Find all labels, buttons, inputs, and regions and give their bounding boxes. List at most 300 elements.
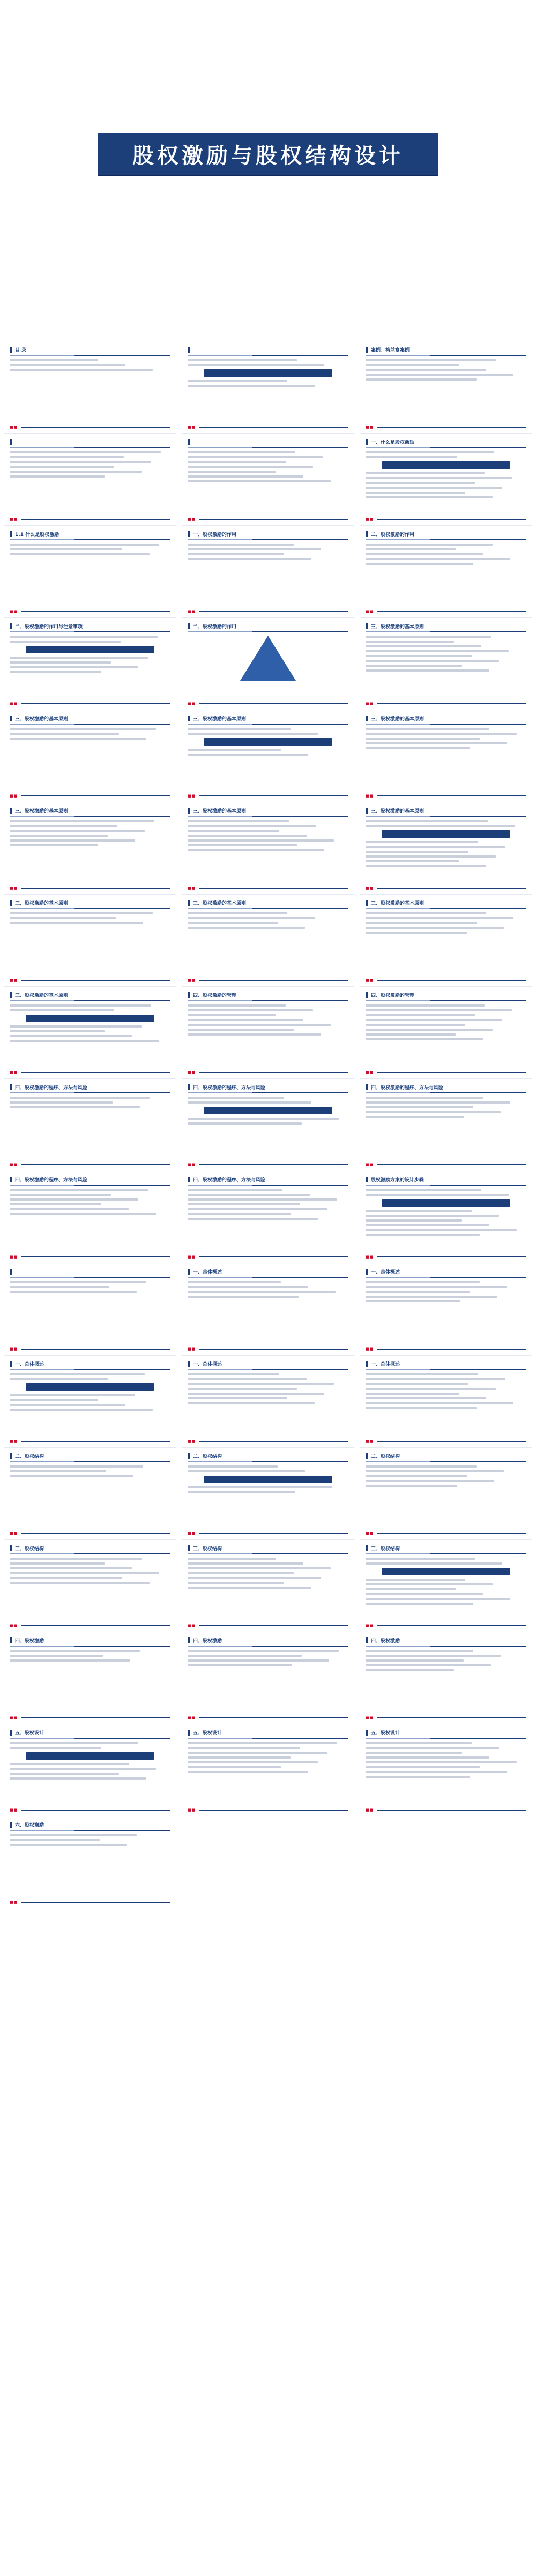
text-line: [366, 1229, 517, 1231]
text-line: [366, 477, 512, 479]
text-line: [188, 1009, 313, 1011]
text-line: [188, 1029, 294, 1031]
slide-heading: 一、股权激励的作用: [188, 530, 348, 538]
slide-thumbnail: [4, 1539, 176, 1632]
slide-footer: [366, 885, 526, 891]
text-line: [10, 641, 121, 643]
slide-thumbnail: [4, 894, 176, 986]
text-line: [366, 660, 499, 662]
text-line: [366, 472, 485, 474]
brand-logo: ■■: [188, 1255, 196, 1259]
text-line: [188, 1024, 331, 1026]
slide-heading: 二、股权激励的作用: [188, 622, 348, 630]
text-line: [188, 1393, 324, 1395]
slide-heading: 一、总体概述: [188, 1360, 348, 1367]
text-line: [366, 636, 491, 638]
text-line: [366, 1116, 464, 1118]
text-line: [188, 364, 324, 366]
slide-divider: [366, 1646, 526, 1647]
text-line: [366, 1407, 477, 1409]
slide-thumbnail: [4, 1724, 176, 1816]
text-line: [10, 738, 146, 740]
text-line: [188, 1771, 308, 1773]
text-line: [366, 922, 477, 924]
text-line: [366, 364, 459, 366]
text-line: [366, 1402, 513, 1404]
text-line: [10, 1203, 101, 1205]
text-line: [10, 461, 151, 463]
text-line: [10, 1208, 129, 1210]
slide-divider: [188, 1369, 348, 1370]
text-line: [10, 548, 122, 550]
slide-heading: 三、股权激励的基本原则: [366, 714, 526, 722]
text-line: [188, 1388, 297, 1390]
brand-logo: ■■: [366, 609, 374, 614]
brand-logo: ■■: [366, 1716, 374, 1720]
footer-rule: [377, 1072, 526, 1073]
slide-thumbnail: [360, 1355, 532, 1447]
text-line: [188, 1655, 302, 1657]
slide-footer: [10, 1070, 170, 1075]
slide-divider: [10, 1646, 170, 1647]
text-line: [10, 1567, 132, 1569]
brand-logo: ■■: [366, 794, 374, 798]
text-line: [188, 1101, 311, 1104]
text-line: [366, 932, 467, 934]
text-line: [188, 1291, 336, 1293]
slide-heading: 四、股权激励: [366, 1636, 526, 1644]
slide-footer: [10, 885, 170, 891]
text-line: [188, 480, 331, 482]
text-line: [366, 1669, 454, 1671]
text-line: [366, 669, 489, 672]
slide-thumbnail: [360, 1263, 532, 1355]
text-line: [366, 1004, 485, 1007]
text-line: [366, 359, 496, 361]
slide-footer: [366, 1807, 526, 1813]
text-line: [366, 1291, 470, 1293]
brand-logo: ■■: [10, 1624, 18, 1628]
footer-rule: [377, 1164, 526, 1165]
text-line: [366, 1766, 480, 1768]
text-line: [10, 1650, 140, 1652]
footer-rule: [199, 1441, 348, 1442]
text-line: [366, 742, 507, 744]
text-line: [10, 1572, 159, 1574]
slide-thumbnail: [182, 1447, 354, 1539]
text-line: [10, 1773, 119, 1775]
footer-rule: [21, 980, 170, 981]
slide-heading: 三、股权激励的基本原则: [188, 714, 348, 722]
text-line: [188, 825, 316, 827]
footer-rule: [199, 519, 348, 520]
text-line: [366, 1097, 483, 1099]
brand-logo: ■■: [366, 1531, 374, 1536]
text-line: [366, 665, 462, 667]
brand-logo: ■■: [188, 978, 196, 982]
text-line: [188, 1659, 329, 1662]
slide-divider: [188, 724, 348, 725]
slide-thumbnail: [360, 802, 532, 894]
text-line: [10, 1101, 113, 1104]
text-line: [366, 1296, 497, 1298]
slide-thumbnail: [182, 1632, 354, 1724]
brand-logo: ■■: [366, 517, 374, 522]
slide-thumbnail: [4, 1447, 176, 1539]
text-line: [188, 1281, 281, 1283]
text-line: [366, 548, 456, 550]
text-line: [366, 1593, 483, 1595]
text-line: [10, 471, 142, 473]
slide-heading: 四、股权激励: [188, 1636, 348, 1644]
text-line: [188, 1378, 307, 1380]
text-line: [366, 451, 494, 453]
text-line: [10, 1189, 148, 1191]
text-line: [366, 1373, 478, 1375]
slide-thumbnail: [4, 433, 176, 525]
slide-heading: 一、总体概述: [188, 1268, 348, 1275]
slide-thumbnail: [360, 525, 532, 617]
brand-logo: ■■: [10, 886, 18, 890]
text-line: [366, 1038, 483, 1040]
footer-rule: [377, 611, 526, 612]
slide-footer: [188, 701, 348, 706]
text-line: [188, 839, 334, 842]
slide-footer: [188, 1531, 348, 1536]
slide-footer: [188, 1162, 348, 1167]
text-line: [188, 1766, 281, 1768]
slide-thumbnail: [4, 1263, 176, 1355]
slide-footer: [366, 793, 526, 799]
slide-heading: 案例：格兰富案例: [366, 346, 526, 353]
slide-footer: [188, 1346, 348, 1352]
footer-rule: [377, 519, 526, 520]
text-line: [10, 1409, 153, 1411]
slide-heading: 二、股权结构: [366, 1452, 526, 1460]
slide-divider: [366, 1277, 526, 1278]
brand-logo: ■■: [10, 1163, 18, 1167]
text-line: [366, 1776, 470, 1778]
text-line: [188, 1558, 276, 1560]
slide-heading: 一、总体概述: [10, 1360, 170, 1367]
slide-divider: [10, 1369, 170, 1370]
brand-logo: ■■: [188, 1070, 196, 1075]
footer-rule: [199, 1256, 348, 1257]
slide-divider: [188, 1277, 348, 1278]
text-line: [10, 1577, 122, 1579]
footer-rule: [21, 1256, 170, 1257]
text-line: [10, 666, 138, 668]
footer-rule: [377, 703, 526, 704]
brand-logo: ■■: [10, 1900, 18, 1904]
slide-footer: [366, 1070, 526, 1075]
slide-footer: [188, 1254, 348, 1260]
content-box: [204, 1107, 332, 1114]
text-line: [366, 1101, 510, 1104]
text-line: [10, 1394, 135, 1396]
slide-heading: 三、股权激励的基本原则: [10, 714, 170, 722]
slide-thumbnail: [4, 1816, 176, 1908]
slide-footer: [366, 978, 526, 983]
slide-footer: [188, 978, 348, 983]
text-line: [366, 1480, 494, 1482]
text-line: [10, 359, 98, 361]
slide-divider: [188, 1461, 348, 1462]
slide-footer: [10, 425, 170, 430]
text-line: [10, 1747, 101, 1749]
text-line: [188, 820, 289, 822]
slide-footer: [366, 1162, 526, 1167]
text-line: [188, 1650, 339, 1652]
text-line: [366, 855, 496, 858]
slide-thumbnail: [360, 1539, 532, 1632]
text-line: [366, 912, 486, 914]
text-line: [188, 1014, 276, 1016]
slide-thumbnail: [4, 525, 176, 617]
slide-thumbnail: [182, 1171, 354, 1263]
slide-footer: [366, 425, 526, 430]
footer-rule: [377, 888, 526, 889]
slide-divider: [366, 908, 526, 909]
slide-thumbnail: [360, 1171, 532, 1263]
brand-logo: ■■: [188, 1716, 196, 1720]
slide-divider: [10, 724, 170, 725]
text-line: [10, 369, 153, 371]
brand-logo: ■■: [188, 1531, 196, 1536]
text-line: [10, 1768, 156, 1770]
text-line: [10, 1040, 159, 1042]
text-line: [366, 1189, 481, 1191]
brand-logo: ■■: [366, 1255, 374, 1259]
text-line: [188, 749, 281, 751]
content-box: [382, 1568, 510, 1575]
text-line: [188, 385, 315, 387]
slide-footer: [366, 701, 526, 706]
slide-divider: [10, 1830, 170, 1831]
text-line: [366, 1752, 462, 1754]
footer-rule: [377, 427, 526, 428]
slide-thumbnail: [360, 986, 532, 1078]
slide-heading: [188, 438, 348, 445]
slide-thumbnail: [182, 1355, 354, 1447]
text-line: [10, 1009, 114, 1011]
slide-footer: [188, 885, 348, 891]
footer-rule: [199, 611, 348, 612]
slide-footer: [188, 793, 348, 799]
text-line: [366, 1761, 517, 1763]
text-line: [188, 1373, 279, 1375]
text-line: [366, 1029, 493, 1031]
text-line: [10, 1399, 98, 1401]
footer-rule: [199, 1810, 348, 1811]
slide-heading: 五、股权设计: [10, 1729, 170, 1736]
text-line: [10, 456, 124, 458]
slide-thumbnail: [4, 617, 176, 710]
slide-divider: [188, 447, 348, 448]
slide-heading: 三、股权激励的基本原则: [188, 807, 348, 814]
slide-heading: 三、股权激励的基本原则: [10, 899, 170, 906]
slide-footer: [188, 1070, 348, 1075]
text-line: [10, 466, 114, 468]
text-line: [10, 825, 117, 827]
brand-logo: ■■: [10, 702, 18, 706]
slide-heading: 三、股权激励的基本原则: [366, 807, 526, 814]
slide-heading: 五、股权设计: [366, 1729, 526, 1736]
slide-heading: 四、股权激励: [10, 1636, 170, 1644]
slide-thumbnail: [360, 1447, 532, 1539]
footer-rule: [21, 1441, 170, 1442]
text-line: [366, 492, 465, 494]
footer-rule: [377, 1717, 526, 1718]
text-line: [366, 1664, 491, 1666]
text-line: [366, 496, 493, 498]
text-line: [10, 1281, 146, 1283]
text-line: [10, 820, 154, 822]
text-line: [366, 1286, 507, 1288]
text-line: [188, 1213, 291, 1215]
text-line: [366, 369, 486, 371]
text-line: [366, 1756, 489, 1759]
brand-logo: ■■: [10, 1347, 18, 1351]
slide-divider: [188, 1185, 348, 1186]
slide-divider: [366, 1553, 526, 1554]
brand-logo: ■■: [366, 978, 374, 982]
text-line: [366, 1659, 464, 1662]
slide-divider: [366, 724, 526, 725]
text-line: [188, 1577, 321, 1579]
text-line: [188, 927, 305, 929]
text-line: [188, 548, 321, 550]
slide-divider: [10, 816, 170, 817]
text-line: [188, 1486, 332, 1488]
text-line: [188, 728, 291, 730]
slide-footer: [10, 1715, 170, 1721]
slide-heading: 二、股权结构: [10, 1452, 170, 1460]
brand-logo: ■■: [10, 794, 18, 798]
brand-logo: ■■: [10, 1716, 18, 1720]
slide-footer: [366, 1346, 526, 1352]
text-line: [10, 912, 153, 914]
slide-thumbnail: [360, 1632, 532, 1724]
text-line: [188, 475, 303, 478]
footer-rule: [21, 795, 170, 796]
brand-logo: ■■: [366, 425, 374, 429]
footer-rule: [21, 519, 170, 520]
slide-heading: 四、股权激励的管理: [188, 991, 348, 999]
text-line: [10, 544, 159, 546]
slide-divider: [366, 1738, 526, 1739]
slide-footer: [10, 517, 170, 522]
text-line: [366, 650, 509, 652]
brand-logo: ■■: [10, 1808, 18, 1812]
brand-logo: ■■: [366, 886, 374, 890]
brand-logo: ■■: [188, 609, 196, 614]
content-box: [26, 646, 154, 653]
text-line: [366, 1655, 501, 1657]
text-line: [188, 733, 318, 735]
document-title-banner: [98, 133, 438, 175]
text-line: [366, 1215, 499, 1217]
slide-thumbnail: [360, 710, 532, 802]
slide-thumbnail: [4, 986, 176, 1078]
footer-rule: [199, 1533, 348, 1534]
brand-logo: ■■: [188, 1808, 196, 1812]
slide-thumbnail: [182, 1078, 354, 1171]
text-line: [188, 1664, 292, 1666]
footer-rule: [199, 1625, 348, 1626]
brand-logo: ■■: [188, 1439, 196, 1443]
text-line: [10, 844, 98, 846]
slide-footer: [10, 1807, 170, 1813]
text-line: [10, 671, 101, 673]
slide-heading: 六、股权激励: [10, 1821, 170, 1828]
slide-heading: 二、股权激励的作用: [366, 530, 526, 538]
text-line: [188, 1189, 282, 1191]
text-line: [188, 835, 307, 837]
text-line: [188, 471, 276, 473]
text-line: [366, 374, 513, 376]
text-line: [366, 655, 472, 657]
text-line: [366, 1583, 493, 1585]
text-line: [366, 1747, 499, 1749]
slide-thumbnail: [182, 525, 354, 617]
text-line: [366, 1019, 502, 1021]
slide-thumbnail: [182, 1539, 354, 1632]
text-line: [366, 1300, 460, 1302]
slide-thumbnail: [4, 1632, 176, 1724]
slide-thumbnail: [182, 986, 354, 1078]
slide-divider: [366, 355, 526, 356]
slide-heading: 四、股权激励的程序、方法与风险: [188, 1175, 348, 1183]
slide-divider: [366, 816, 526, 817]
footer-rule: [21, 427, 170, 428]
text-line: [188, 1208, 327, 1210]
text-line: [366, 1558, 475, 1560]
footer-rule: [199, 980, 348, 981]
text-line: [366, 927, 504, 929]
text-line: [188, 1465, 278, 1468]
slide-divider: [10, 908, 170, 909]
slide-thumbnail: [360, 1724, 532, 1816]
slide-heading: [10, 1268, 170, 1275]
content-box: [382, 1199, 510, 1207]
slide-divider: [366, 539, 526, 540]
text-line: [10, 1465, 143, 1468]
text-line: [10, 1097, 150, 1099]
text-line: [188, 1198, 337, 1201]
text-line: [10, 1659, 130, 1662]
brand-logo: ■■: [10, 1439, 18, 1443]
slide-divider: [188, 631, 348, 632]
text-line: [188, 1286, 308, 1288]
footer-rule: [199, 1164, 348, 1165]
text-line: [10, 1582, 150, 1584]
slide-heading: 四、股权激励的程序、方法与风险: [188, 1083, 348, 1091]
slide-thumbnail: [182, 1263, 354, 1355]
brand-logo: ■■: [188, 794, 196, 798]
text-line: [10, 830, 145, 832]
text-line: [366, 1378, 505, 1380]
slide-thumbnail: [182, 1724, 354, 1816]
pyramid-graphic: [240, 636, 296, 681]
text-line: [366, 456, 457, 458]
text-line: [366, 1650, 473, 1652]
footer-rule: [199, 703, 348, 704]
text-line: [188, 1761, 318, 1763]
text-line: [10, 553, 150, 555]
text-line: [10, 1763, 129, 1765]
brand-logo: ■■: [366, 1808, 374, 1812]
